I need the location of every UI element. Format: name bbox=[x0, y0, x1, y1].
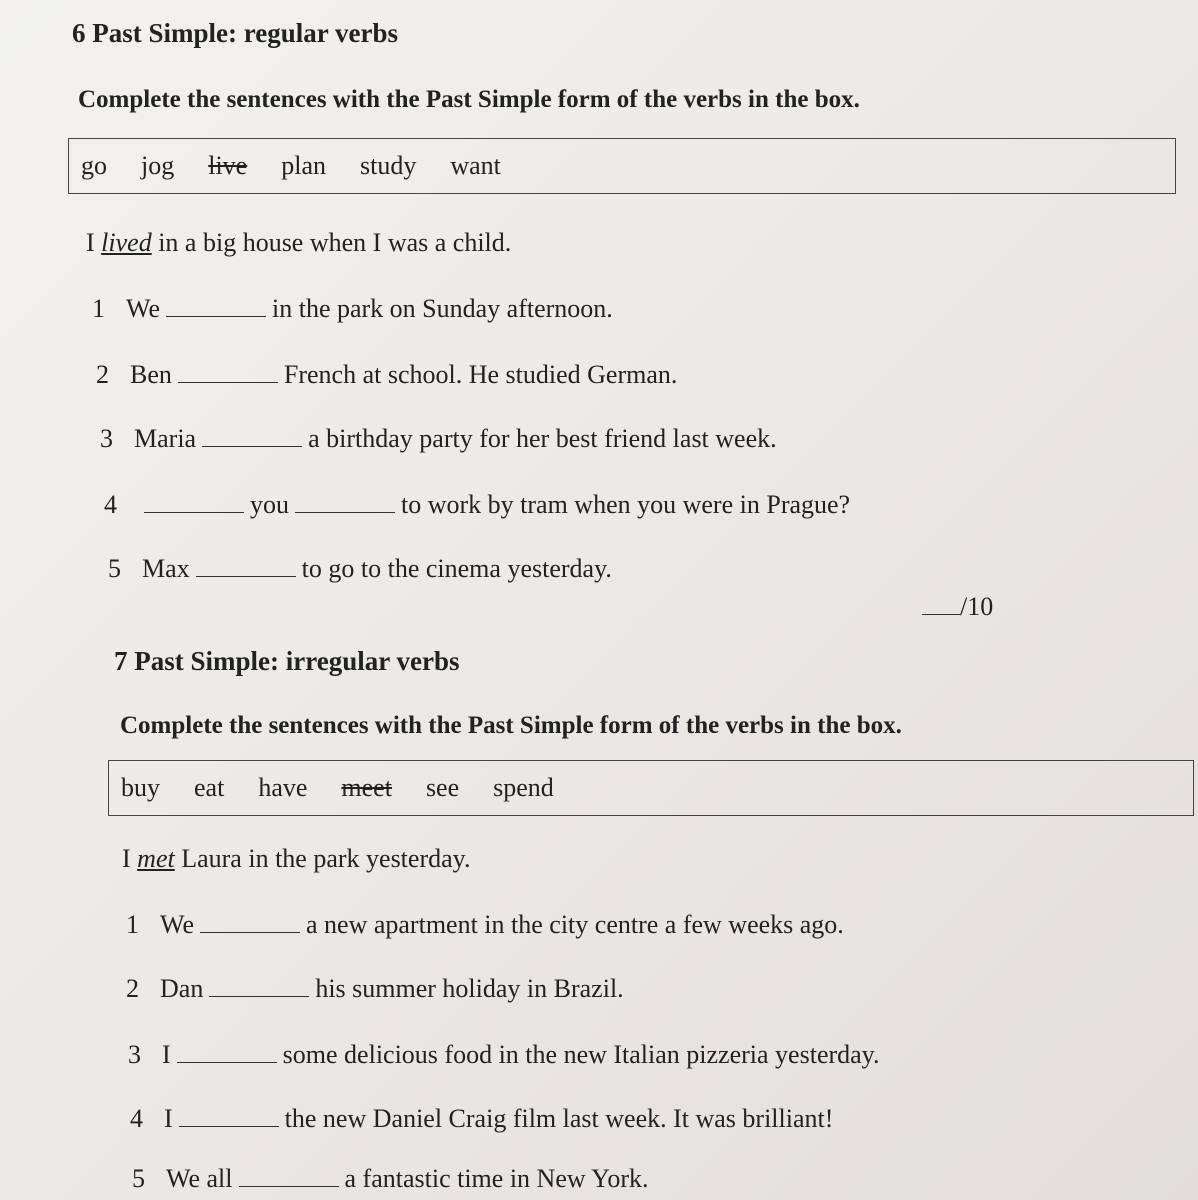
verb: buy bbox=[121, 773, 160, 802]
section-6-item-2: 2 Ben French at school. He studied German. bbox=[96, 360, 678, 389]
answer-blank[interactable] bbox=[178, 364, 278, 383]
verb: want bbox=[450, 151, 501, 180]
section-7-item-4: 4 I the new Daniel Craig film last week. It was brilliant! bbox=[130, 1104, 834, 1133]
verb: go bbox=[81, 151, 107, 180]
section-7-instruction: Complete the sentences with the Past Simple form of the verbs in the box. bbox=[120, 712, 902, 739]
answer-blank[interactable] bbox=[295, 494, 395, 513]
section-7-item-1: 1 We a new apartment in the city centre a few weeks ago. bbox=[126, 910, 844, 939]
verb: see bbox=[425, 773, 460, 802]
answer-blank[interactable] bbox=[202, 428, 302, 447]
verb-crossed-out: meet bbox=[341, 773, 392, 802]
section-6-item-4: 4 you to work by tram when you were in Prague? bbox=[104, 490, 851, 519]
section-6-score: /10 bbox=[922, 592, 993, 622]
answer-blank[interactable] bbox=[166, 298, 266, 317]
verb: plan bbox=[281, 151, 326, 180]
answer-blank[interactable] bbox=[179, 1108, 279, 1127]
verb: have bbox=[258, 773, 308, 802]
section-7-title: 7 Past Simple: irregular verbs bbox=[114, 646, 460, 676]
section-6-verb-box bbox=[68, 138, 1176, 194]
section-6-example: I lived in a big house when I was a child. bbox=[86, 228, 512, 257]
answer-blank[interactable] bbox=[196, 558, 296, 577]
section-6-item-1: 1 We in the park on Sunday afternoon. bbox=[92, 294, 613, 323]
verb-crossed-out: live bbox=[208, 151, 248, 180]
section-6-instruction: Complete the sentences with the Past Simple form of the verbs in the box. bbox=[78, 86, 860, 113]
section-7-item-3: 3 I some delicious food in the new Italian pizzeria yesterday. bbox=[128, 1040, 880, 1069]
example-answer: lived bbox=[101, 228, 152, 257]
section-6-title: 6 Past Simple: regular verbs bbox=[72, 18, 398, 48]
section-7-item-5: 5 We all a fantastic time in New York. bbox=[132, 1164, 649, 1193]
answer-blank[interactable] bbox=[144, 494, 244, 513]
score-blank[interactable] bbox=[922, 596, 960, 615]
answer-blank[interactable] bbox=[177, 1044, 277, 1063]
answer-blank[interactable] bbox=[209, 978, 309, 997]
section-6-item-5: 5 Max to go to the cinema yesterday. bbox=[108, 554, 612, 583]
verb: study bbox=[360, 151, 417, 180]
verb: eat bbox=[194, 773, 225, 802]
verb: jog bbox=[141, 151, 175, 180]
section-7-item-2: 2 Dan his summer holiday in Brazil. bbox=[126, 974, 624, 1003]
section-6-item-3: 3 Maria a birthday party for her best friend last week. bbox=[100, 424, 777, 453]
verb: spend bbox=[493, 773, 554, 802]
answer-blank[interactable] bbox=[200, 914, 300, 933]
section-7-example: I met Laura in the park yesterday. bbox=[122, 844, 471, 873]
example-answer: met bbox=[137, 844, 175, 873]
section-7-verb-box bbox=[108, 760, 1194, 816]
answer-blank[interactable] bbox=[239, 1168, 339, 1187]
